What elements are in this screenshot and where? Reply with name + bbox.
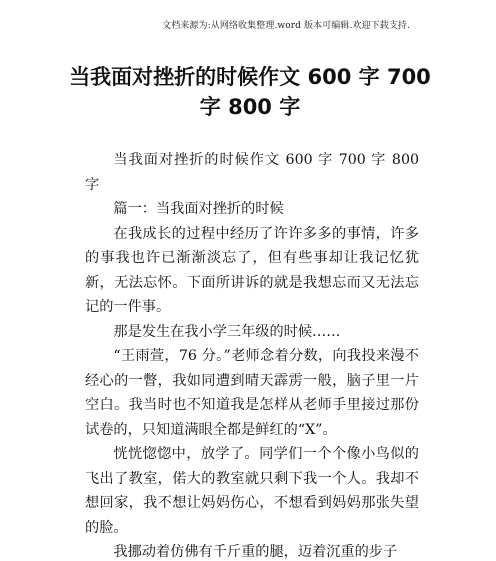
paragraph: 我挪动着仿佛有千斤重的腿，迈着沉重的步子: [113, 544, 398, 560]
paragraph: 在我成长的过程中经历了许许多多的事情，许多的事我也许已渐渐淡忘了，但有些事却让我记忆犹新，无法忘怀。下面所讲诉的就是我想忘而又无法忘记的一件事。: [85, 225, 419, 315]
paragraph: 当我面对挫折的时候作文 600 字 700 字 800 字: [85, 152, 419, 193]
document-body: [85, 148, 419, 561]
source-note: 文档来源为:从网络收集整理.word 版本可编辑.欢迎下载支持.: [162, 21, 410, 31]
paragraph: 那是发生在我小学三年级的时候……: [113, 323, 341, 340]
paragraph: “王雨萱，76 分。”老师念着分数，向我投来漫不经心的一瞥，我如同遭到晴天霹雳一般，脑子里一片空白。我当时也不知道我是怎样从老师手里接过那份试卷的，只知道满眼全都是鲜红的“X”。: [85, 348, 419, 438]
paragraph: 恍恍惚惚中，放学了。同学们一个个像小鸟似的飞出了教室，偌大的教室就只剩下我一个人。我却不想回家，我不想让妈妈伤心，不想看到妈妈那张失望的脸。: [85, 446, 419, 536]
paragraph: 篇一：当我面对挫折的时候: [113, 201, 284, 217]
document-title: 当我面对挫折的时候作文 600 字 700 字 800 字: [69, 65, 431, 119]
